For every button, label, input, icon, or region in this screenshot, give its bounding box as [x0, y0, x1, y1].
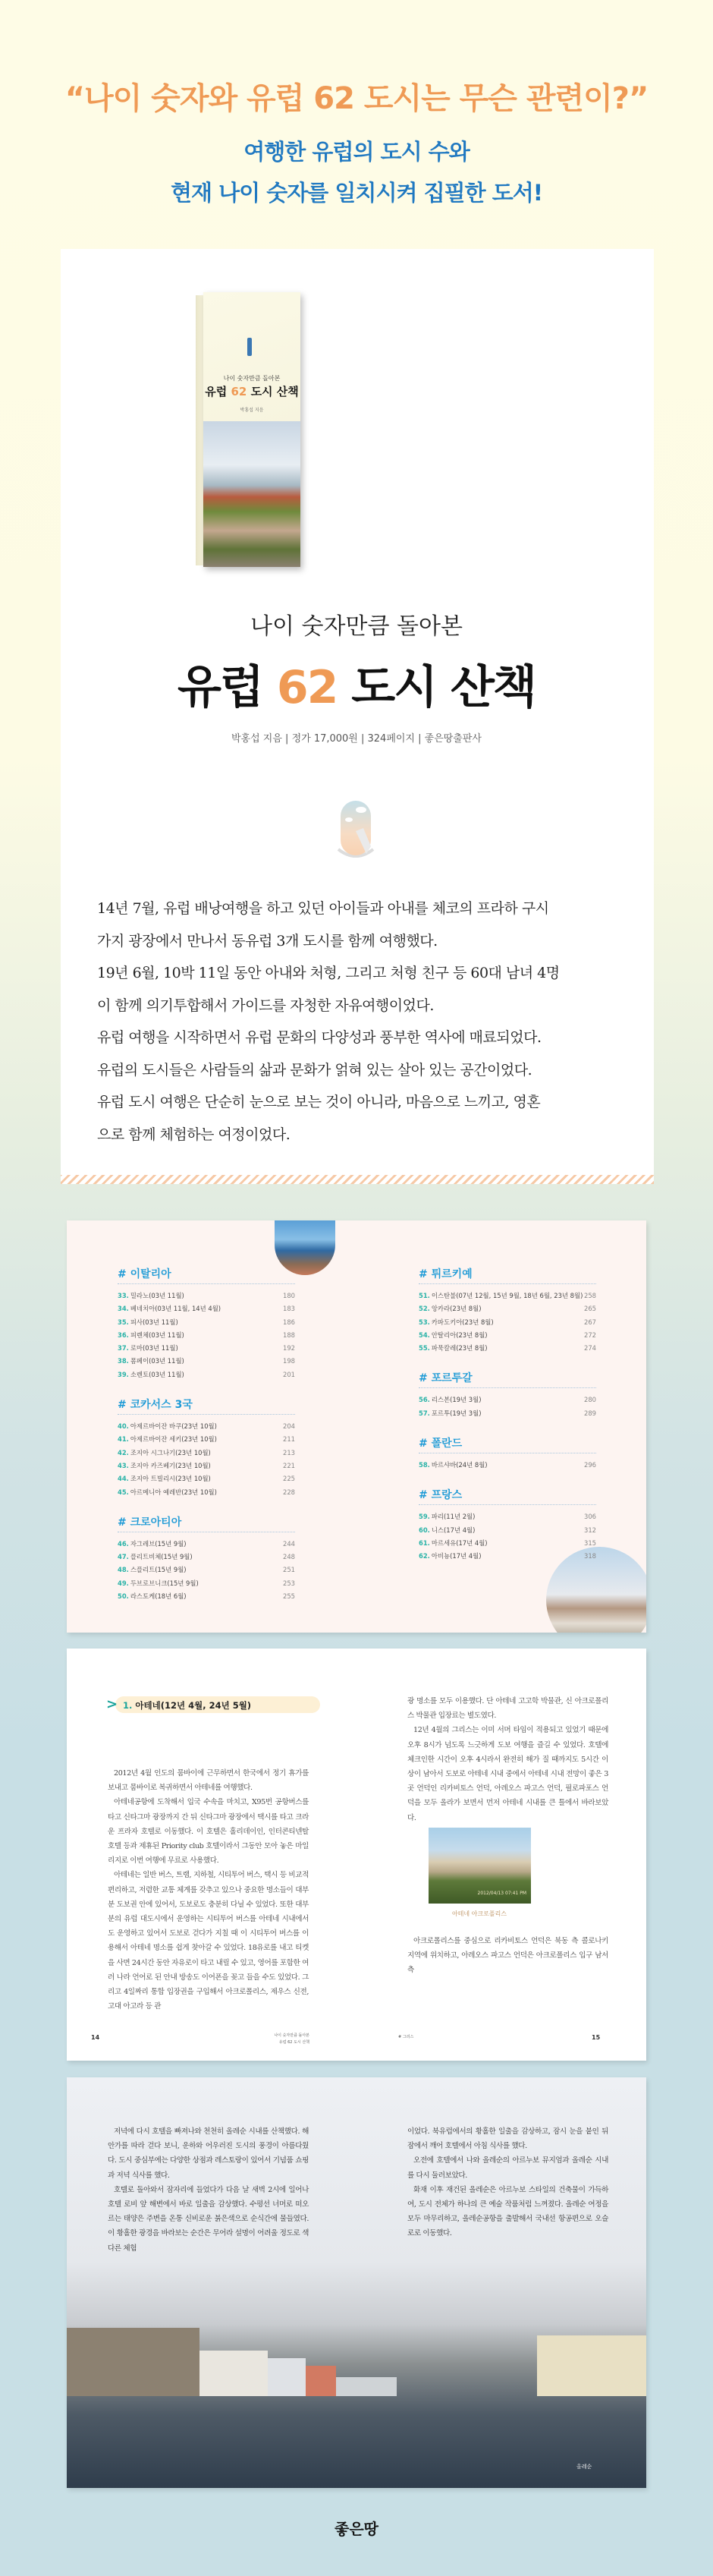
toc-entry-title: 아르메니아 예레반(23년 10월) [130, 1488, 217, 1496]
toc-entry-number: 58. [419, 1461, 430, 1469]
sample-spread-athens [67, 1649, 646, 2061]
toc-entry-title: 두브로브니크(15년 9월) [130, 1579, 199, 1587]
toc-entry-number: 61. [419, 1538, 430, 1547]
body-paragraph: 아테네는 일반 버스, 트램, 지하철, 시티투어 버스, 택시 등 비교적 편리하고, 저렴한 교통 체계를 갖추고 있으나 중요한 명소들이 대부분 도보권 안에 있어서, 도보로도 충분히 다닐 수 있었다. 또한 대부분의 유럽 대도시에서 운영하는 시티투어 버스를 아테네 시내에서도 운영하고 있어서 도보로 걷다가 지칠 때 이 시티투어 버스를 이용해서 아테네 명소를 쉽게 찾아갈 수 있었다. 18유로를 내고 티켓을 사면 24시간 동안 자유로이 타고 내릴 수 있고, 영어를 포함한 여러 나라 언어로 된 안내 방송도 이어폰을 꽂고 들을 수도 있었다. 그리고 4일짜리 통합 입장권을 구입해서 아크로폴리스, 제우스 신전, 고대 아고라 등 관 [108, 1871, 309, 2011]
cover-city-photo [203, 421, 300, 567]
last-left-page-text [108, 2124, 309, 2256]
toc-entry-number: 62. [419, 1552, 430, 1560]
toc-entry-page: 315 [584, 1538, 596, 1547]
chapter-heading [106, 1696, 320, 1713]
right-page-text-bottom [407, 1934, 608, 1978]
toc-entry-title: 자그레브(15년 9월) [130, 1539, 187, 1548]
body-paragraph: 화재 이후 재건된 올레순은 아르누보 스타일의 건축물이 가득하여, 도시 전체가 하나의 큰 예술 작품처럼 느껴졌다. 올레순 여정을 모두 마무리하고, 올레순공항을 출발해서 국내선 항공편으로 오슬로로 이동했다. [407, 2185, 608, 2238]
toc-entry [419, 1524, 596, 1537]
body-paragraph: 오전에 호텔에서 나와 올레순의 아르누보 뮤지엄과 올레순 시내를 다시 둘러보았다. [407, 2156, 608, 2180]
toc-section [419, 1370, 596, 1420]
toc-entry [118, 1420, 295, 1433]
intro-text [97, 893, 620, 1151]
toc-entry-title: 로마(03년 11월) [130, 1344, 178, 1353]
toc-entry-title: 밀라노(03년 11월) [130, 1292, 184, 1299]
toc-entry-page: 213 [283, 1448, 295, 1456]
publisher-logo: 좋은땅 [335, 2520, 378, 2538]
toc-entry-page: 296 [584, 1461, 596, 1469]
toc-entry-title: 아비뇽(17년 4월) [431, 1552, 482, 1560]
toc-entry-title: 파묵칼레(23년 8월) [431, 1344, 488, 1353]
toc-section-heading: # 크로아티아 [118, 1514, 295, 1532]
cover-title-a: 유럽 [205, 385, 228, 398]
toc-entry-title: 파리(11년 2월) [431, 1513, 476, 1521]
toc-entry-number: 42. [118, 1448, 129, 1456]
toc-entry-title: 포르투(19년 3월) [431, 1409, 482, 1417]
book-cover [203, 292, 300, 567]
left-page-text [108, 1766, 309, 2014]
title-number: 62 [276, 661, 338, 714]
toc-entry-page: 244 [283, 1539, 295, 1548]
toc-entry-page: 211 [283, 1435, 295, 1444]
toc-entry-number: 60. [419, 1526, 430, 1534]
toc-entry [419, 1510, 596, 1523]
intro-line: 유럽 도시 여행은 단순히 눈으로 보는 것이 아니라, 마음으로 느끼고, 영혼 [97, 1094, 541, 1110]
toc-entry-number: 44. [118, 1475, 129, 1483]
alesund-buildings-photo [67, 2335, 646, 2396]
body-paragraph: 호텔로 돌아와서 잠자리에 들었다가 다음 날 새벽 2시에 일어나 호텔 로비 앞 해변에서 바로 일출을 감상했다. 수평선 너머로 떠오르는 태양은 주변을 온통 신비로운 붉은색으로 순식간에 물들였다. 이 황홀한 광경을 바라보는 순간은 무어라 설명이 어려울 정도로 색다른 체험 [108, 2185, 309, 2253]
toc-entry-page: 280 [584, 1396, 596, 1404]
toc-entry-page: 186 [283, 1318, 295, 1326]
toc-entry-number: 37. [118, 1344, 129, 1353]
toc-entry-page: 267 [584, 1318, 596, 1326]
cover-author: 박홍섭 지음 [240, 408, 264, 413]
cover-title-num: 62 [231, 385, 247, 398]
toc-entry-page: 306 [584, 1513, 596, 1521]
intro-line: 유럽의 도시들은 사람들의 삶과 문화가 얽혀 있는 살아 있는 공간이었다. [97, 1061, 532, 1079]
toc-entry-title: 바르샤바(24년 8월) [431, 1461, 488, 1469]
toc-entry-page: 204 [283, 1422, 295, 1431]
toc-section [419, 1487, 596, 1563]
photo-location-label: 올레순 [576, 2464, 592, 2470]
toc-entry-title: 카파도키아(23년 8월) [431, 1318, 494, 1326]
toc-entry-title: 플리트비체(15년 9월) [130, 1553, 193, 1561]
toc-entry-page: 192 [283, 1344, 295, 1353]
toc-entry-page: 251 [283, 1566, 295, 1574]
toc-entry [419, 1537, 596, 1550]
toc-entry-number: 52. [419, 1305, 430, 1313]
toc-entry-title: 피렌체(03년 11월) [130, 1331, 184, 1339]
toc-entry [118, 1564, 295, 1576]
book-title [0, 651, 713, 716]
toc-entry [419, 1290, 596, 1302]
toc-section [419, 1435, 596, 1472]
toc-section [118, 1397, 295, 1499]
toc-entry [118, 1460, 295, 1472]
right-page-text-top [407, 1694, 608, 1825]
toc-entry [118, 1538, 295, 1551]
toc-section-heading: # 폴란드 [419, 1435, 596, 1453]
toc-section-heading: # 포르투갈 [419, 1370, 596, 1388]
intro-line: 14년 7월, 유럽 배낭여행을 하고 있던 아이들과 아내를 체코의 프라하 구시 [97, 900, 549, 917]
toc-entry-number: 35. [118, 1318, 129, 1326]
toc-entry-page: 180 [283, 1292, 295, 1299]
toc-entry-title: 스플리트(15년 9월) [130, 1566, 187, 1574]
sample-spread-alesund [67, 2077, 646, 2488]
intro-line: 이 함께 의기투합해서 가이드를 자청한 자유여행이었다. [97, 997, 434, 1014]
intro-line: 유럽 여행을 시작하면서 유럽 문화의 다양성과 풍부한 역사에 매료되었다. [97, 1029, 542, 1046]
last-right-page-text [407, 2124, 608, 2241]
book-meta: 박홍섭 지음 | 정가 17,000원 | 324페이지 | 좋은땅출판사 [231, 733, 482, 745]
toc-entry [118, 1302, 295, 1315]
body-paragraph: 이었다. 북유럽에서의 황홀한 일출을 감상하고, 잠시 눈을 붙인 뒤 잠에서 깨어 호텔에서 아침 식사를 했다. [407, 2127, 608, 2151]
toc-entry-page: 221 [283, 1461, 295, 1469]
acropolis-photo [429, 1828, 531, 1904]
headline-question: “나이 숫자와 유럽 62 도시는 무슨 관련이?” [64, 81, 649, 116]
body-paragraph: 아크로폴리스를 중심으로 리카비토스 언덕은 북동 측 콜로나키 지역에 위치하고, 아레오스 파고스 언덕은 아크로폴리스 입구 남서 측 [407, 1937, 608, 1975]
toc-entry-number: 59. [419, 1513, 430, 1521]
chapter-number: 1. [123, 1700, 133, 1711]
book-spine [196, 295, 203, 565]
toc-entry [419, 1316, 596, 1329]
toc-entry-title: 조지아 카즈베기(23년 10월) [130, 1461, 211, 1469]
toc-entry-title: 조지아 트빌리시(23년 10월) [130, 1475, 211, 1483]
toc-entry [118, 1590, 295, 1603]
toc-entry-page: 258 [584, 1292, 596, 1299]
toc-entry [118, 1342, 295, 1355]
traveler-illustration-icon [247, 338, 252, 356]
title-part-b: 도시 산책 [351, 661, 536, 714]
card-stripe-border [61, 1175, 654, 1184]
toc-entry-title: 베네치아(03년 11월, 14년 4월) [130, 1305, 221, 1313]
toc-entry-page: 198 [283, 1357, 295, 1365]
toc-entry-title: 안탈리아(23년 8월) [431, 1331, 488, 1339]
toc-entry-page: 274 [584, 1344, 596, 1353]
toc-entry-page: 201 [283, 1370, 295, 1378]
toc-left-column [118, 1266, 295, 1618]
toc-entry-page: 255 [283, 1592, 295, 1601]
toc-entry-number: 57. [419, 1409, 430, 1417]
toc-entry [118, 1472, 295, 1485]
toc-section [118, 1514, 295, 1603]
table-of-contents-preview [67, 1220, 646, 1633]
toc-entry-number: 46. [118, 1539, 129, 1548]
toc-entry-number: 36. [118, 1331, 129, 1339]
toc-entry [118, 1433, 295, 1446]
photo-timestamp: 2012/04/13 07:41 PM [477, 1891, 526, 1896]
toc-entry [118, 1551, 295, 1564]
toc-entry-number: 41. [118, 1435, 129, 1444]
toc-entry [419, 1329, 596, 1342]
body-paragraph: 광 명소를 모두 이용했다. 단 아테네 고고학 박물관, 신 아크로폴리스 박물관 입장료는 별도였다. [407, 1697, 608, 1721]
toc-entry-number: 48. [118, 1566, 129, 1574]
body-paragraph: 아테네공항에 도착해서 입국 수속을 마치고, X95번 공항버스를 타고 신타그마 광장까지 간 뒤 신타그마 광장에서 택시를 타고 크라운 프라자 호텔로 이동했다. 이 호텔은 홀리데이인, 인터콘티넨탈 호텔 등과 제휴된 Priority club 호텔이라서 그동안 모아 놓은 마일리지로 이번 여행에 무료로 사용했다. [108, 1798, 309, 1866]
toc-entry-title: 아제르바이잔 세키(23년 10월) [130, 1435, 217, 1444]
toc-entry-page: 312 [584, 1526, 596, 1534]
toc-section [118, 1266, 295, 1381]
toc-section-heading: # 튀르키예 [419, 1266, 596, 1284]
toc-entry-page: 272 [584, 1331, 596, 1339]
toc-entry-number: 49. [118, 1579, 129, 1587]
intro-line: 19년 6월, 10박 11일 동안 아내와 처형, 그리고 처형 친구 등 60대 남녀 4명 [97, 965, 560, 981]
toc-entry-title: 앙카라(23년 8월) [431, 1305, 482, 1313]
toc-entry-page: 228 [283, 1488, 295, 1496]
title-part-a: 유럽 [177, 661, 262, 714]
toc-entry-page: 225 [283, 1475, 295, 1483]
body-paragraph: 12년 4월의 그리스는 이미 서머 타임이 적용되고 있었기 때문에 오후 8시가 넘도록 느긋하게 도보 여행을 즐길 수 있었다. 호텔에 체크인한 시간이 오후 4시라서 완전히 해가 질 때까지도 5시간 이상이 남아서 도보로 아테네 시내 중에서 아테네 시내 전망이 좋은 3곳 언덕인 리카비토스 언덕, 아레오스 파고스 언덕, 필로파포스 언덕을 모두 올라가 보면서 먼저 아테네 시내를 큰 틀에서 바라보았다. [407, 1726, 608, 1822]
chapter-title: 아테네(12년 4월, 24년 5월) [135, 1700, 252, 1711]
toc-entry-title: 리스본(19년 3월) [431, 1396, 482, 1404]
headline-line-2: 현재 나이 숫자를 일치시켜 집필한 도서! [171, 180, 542, 206]
toc-entry-title: 라스토케(18년 6월) [130, 1592, 187, 1601]
toc-section [419, 1266, 596, 1355]
toc-entry-number: 53. [419, 1318, 430, 1326]
toc-entry [118, 1355, 295, 1368]
toc-entry-number: 47. [118, 1553, 129, 1561]
toc-section-heading: # 프랑스 [419, 1487, 596, 1505]
toc-entry [118, 1316, 295, 1329]
book-subtitle: 나이 숫자만큼 돌아본 [250, 613, 463, 640]
toc-entry [118, 1486, 295, 1499]
toc-entry [118, 1447, 295, 1460]
toc-entry-title: 피사(03년 11월) [130, 1318, 178, 1326]
cover-subtitle: 나이 숫자만큼 돌아본 [223, 375, 281, 382]
headline-line-1: 여행한 유럽의 도시 수와 [243, 139, 470, 165]
body-paragraph: 2012년 4월 인도의 뭄바이에 근무하면서 한국에서 정기 휴가를 보내고 뭄바이로 복귀하면서 아테네를 여행했다. [108, 1769, 309, 1793]
toc-entry-number: 38. [118, 1357, 129, 1365]
toc-entry [118, 1577, 295, 1590]
toc-entry-title: 이스탄불(07년 12월, 15년 9월, 18년 6월, 23년 8월) [431, 1292, 583, 1299]
airplane-window-icon [336, 799, 375, 860]
toc-entry-number: 45. [118, 1488, 129, 1496]
toc-entry-title: 폼페이(03년 11월) [130, 1357, 184, 1365]
intro-line: 으로 함께 체험하는 여정이었다. [97, 1126, 291, 1143]
left-page-number: 14 [91, 2034, 100, 2041]
intro-line: 가지 광장에서 만나서 동유럽 3개 도시를 함께 여행했다. [97, 932, 438, 949]
body-paragraph: 저녁에 다시 호텔을 빠져나와 천천히 올레순 시내를 산책했다. 해안가를 따라 걷다 보니, 운하와 어우러진 도시의 풍경이 아름다웠다. 도시 중심부에는 다양한 상점과 레스토랑이 있어서 기념품 쇼핑과 저녁 식사를 했다. [108, 2127, 309, 2180]
toc-entry-title: 소렌토(03년 11월) [130, 1370, 184, 1378]
toc-entry-page: 253 [283, 1579, 295, 1587]
toc-entry [419, 1393, 596, 1406]
toc-entry [118, 1329, 295, 1342]
book-cover-image [196, 292, 302, 567]
toc-entry-page: 318 [584, 1552, 596, 1560]
toc-entry-number: 43. [118, 1461, 129, 1469]
toc-entry-page: 248 [283, 1553, 295, 1561]
photo-caption: 아테네 아크로폴리스 [451, 1910, 507, 1917]
toc-section-heading: # 이탈리아 [118, 1266, 295, 1284]
right-running-head: # 그리스 [398, 2035, 414, 2039]
toc-entry [419, 1342, 596, 1355]
toc-entry-page: 289 [584, 1409, 596, 1417]
toc-entry-page: 265 [584, 1305, 596, 1313]
toc-entry [118, 1290, 295, 1302]
running-head-2: 유럽 62 도시 산책 [278, 2040, 309, 2045]
toc-entry-number: 40. [118, 1422, 129, 1431]
chevron-right-icon: > [106, 1696, 118, 1712]
toc-entry-page: 183 [283, 1305, 295, 1313]
toc-entry-number: 34. [118, 1305, 129, 1313]
right-page-number: 15 [592, 2034, 601, 2041]
toc-entry-title: 아제르바이잔 바쿠(23년 10월) [130, 1422, 217, 1431]
cover-title-b: 도시 산책 [250, 385, 299, 398]
toc-entry-number: 50. [118, 1592, 129, 1601]
running-head-1: 나이 숫자만큼 돌아본 [274, 2033, 309, 2038]
toc-section-heading: # 코카서스 3국 [118, 1397, 295, 1415]
toc-entry [118, 1368, 295, 1381]
toc-entry-number: 51. [419, 1292, 430, 1299]
toc-entry [419, 1550, 596, 1563]
toc-entry-number: 55. [419, 1344, 430, 1353]
toc-entry-page: 188 [283, 1331, 295, 1339]
toc-entry-number: 54. [419, 1331, 430, 1339]
toc-entry-title: 니스(17년 4월) [431, 1526, 476, 1534]
toc-entry-number: 39. [118, 1370, 129, 1378]
toc-right-column [419, 1266, 596, 1579]
toc-entry [419, 1302, 596, 1315]
toc-entry-title: 마르세유(17년 4월) [431, 1538, 488, 1547]
cover-title [203, 383, 300, 399]
toc-entry [419, 1407, 596, 1420]
toc-entry-number: 56. [419, 1396, 430, 1404]
toc-entry-number: 33. [118, 1292, 129, 1299]
toc-entry-title: 조지아 시그나기(23년 10월) [130, 1448, 211, 1456]
toc-entry [419, 1459, 596, 1472]
